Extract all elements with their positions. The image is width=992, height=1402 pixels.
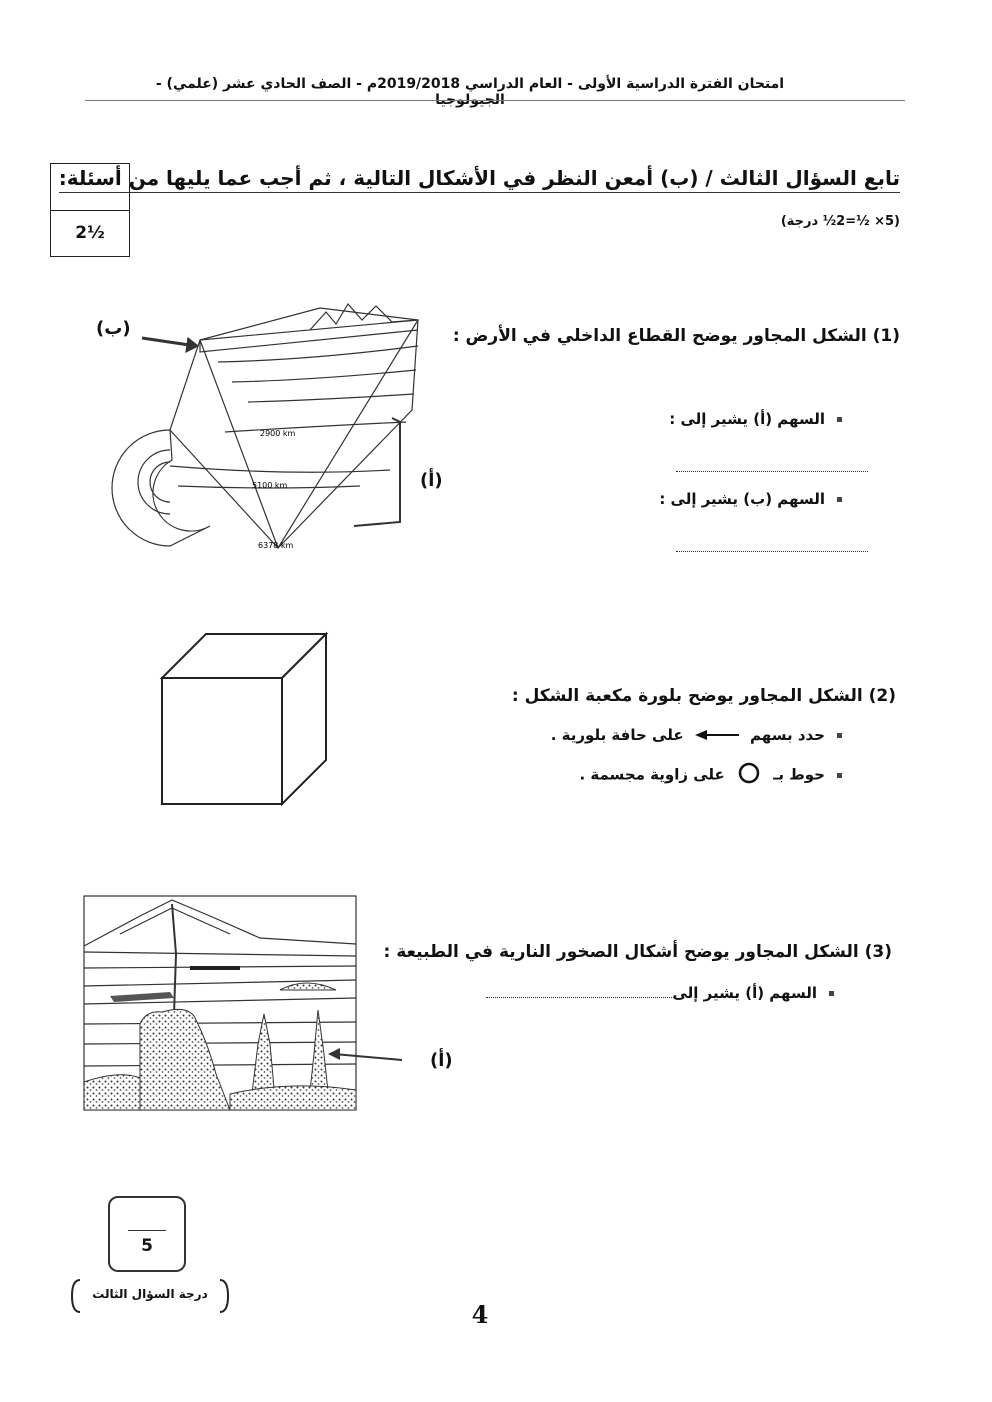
q1-bullet-b xyxy=(659,490,842,508)
score-fraction-line xyxy=(128,1230,166,1231)
grade-box xyxy=(50,163,130,257)
bullet-square-icon xyxy=(837,417,842,422)
grade-box-empty-cell[interactable] xyxy=(51,164,129,211)
circle-icon xyxy=(738,762,760,788)
q1-bullet-b-text: السهم (ب) يشير إلى : xyxy=(659,490,825,508)
q2-bullet-b-post: على زاوية مجسمة . xyxy=(579,765,725,784)
q2-bullet-a-pre: حدد بسهم xyxy=(750,726,825,744)
q1-depth-label-2900: 2900 km xyxy=(260,429,296,438)
question-score-caption-text: درجة السؤال الثالث xyxy=(92,1287,208,1301)
bracket-frame-icon xyxy=(70,1276,230,1316)
grade-box-value: 2½ xyxy=(75,223,105,243)
question-score-caption xyxy=(70,1276,230,1316)
question-score-total: 5 xyxy=(141,1236,153,1256)
header-divider xyxy=(85,100,905,101)
q3-answer-line[interactable] xyxy=(486,996,676,998)
q1-answer-b-line[interactable] xyxy=(676,550,868,552)
q3-label-a: (أ) xyxy=(430,1050,453,1071)
q2-bullet-b-pre: حوط بـ xyxy=(773,765,825,784)
q2-bullet-a xyxy=(551,726,842,745)
bullet-square-icon xyxy=(837,733,842,738)
exam-header: امتحان الفترة الدراسية الأولى - العام الدراسي 2019/2018م - الصف الحادي عشر (علمي) - الجيولوجيا xyxy=(155,76,785,108)
q3-bullet-a xyxy=(672,984,834,1002)
q1-label-a: (أ) xyxy=(420,470,443,491)
arrow-left-icon xyxy=(695,727,739,745)
q1-depth-label-5100: 5100 km xyxy=(252,481,288,490)
bullet-square-icon xyxy=(837,773,842,778)
page-number: 4 xyxy=(471,1300,489,1329)
q1-bullet-a-text: السهم (أ) يشير إلى : xyxy=(669,410,825,428)
q2-bullet-b xyxy=(579,762,842,788)
q1-answer-a-line[interactable] xyxy=(676,470,868,472)
cube-crystal-figure[interactable] xyxy=(158,630,330,808)
q3-question: (3) الشكل المجاور يوضح أشكال الصخور النارية في الطبيعة : xyxy=(383,942,892,962)
section-title: تابع السؤال الثالث / (ب) أمعن النظر في الأشكال التالية ، ثم أجب عما يليها من أسئلة: xyxy=(59,166,900,193)
section-marks: (5× ½=2½ درجة) xyxy=(780,214,900,229)
q2-bullet-a-post: على حافة بلورية . xyxy=(550,726,684,744)
bullet-square-icon xyxy=(837,497,842,502)
q2-question: (2) الشكل المجاور يوضح بلورة مكعبة الشكل : xyxy=(511,686,896,706)
bullet-square-icon xyxy=(829,991,834,996)
question-score-box xyxy=(108,1196,186,1272)
q1-question: (1) الشكل المجاور يوضح القطاع الداخلي في الأرض : xyxy=(452,326,900,346)
q1-label-b: (ب) xyxy=(96,318,131,339)
q1-bullet-a xyxy=(669,410,842,428)
earth-interior-figure xyxy=(100,290,440,570)
igneous-rocks-figure xyxy=(80,894,410,1116)
q3-bullet-a-text: السهم (أ) يشير إلى xyxy=(672,984,817,1002)
q1-depth-label-6378: 6378 km xyxy=(258,541,294,550)
